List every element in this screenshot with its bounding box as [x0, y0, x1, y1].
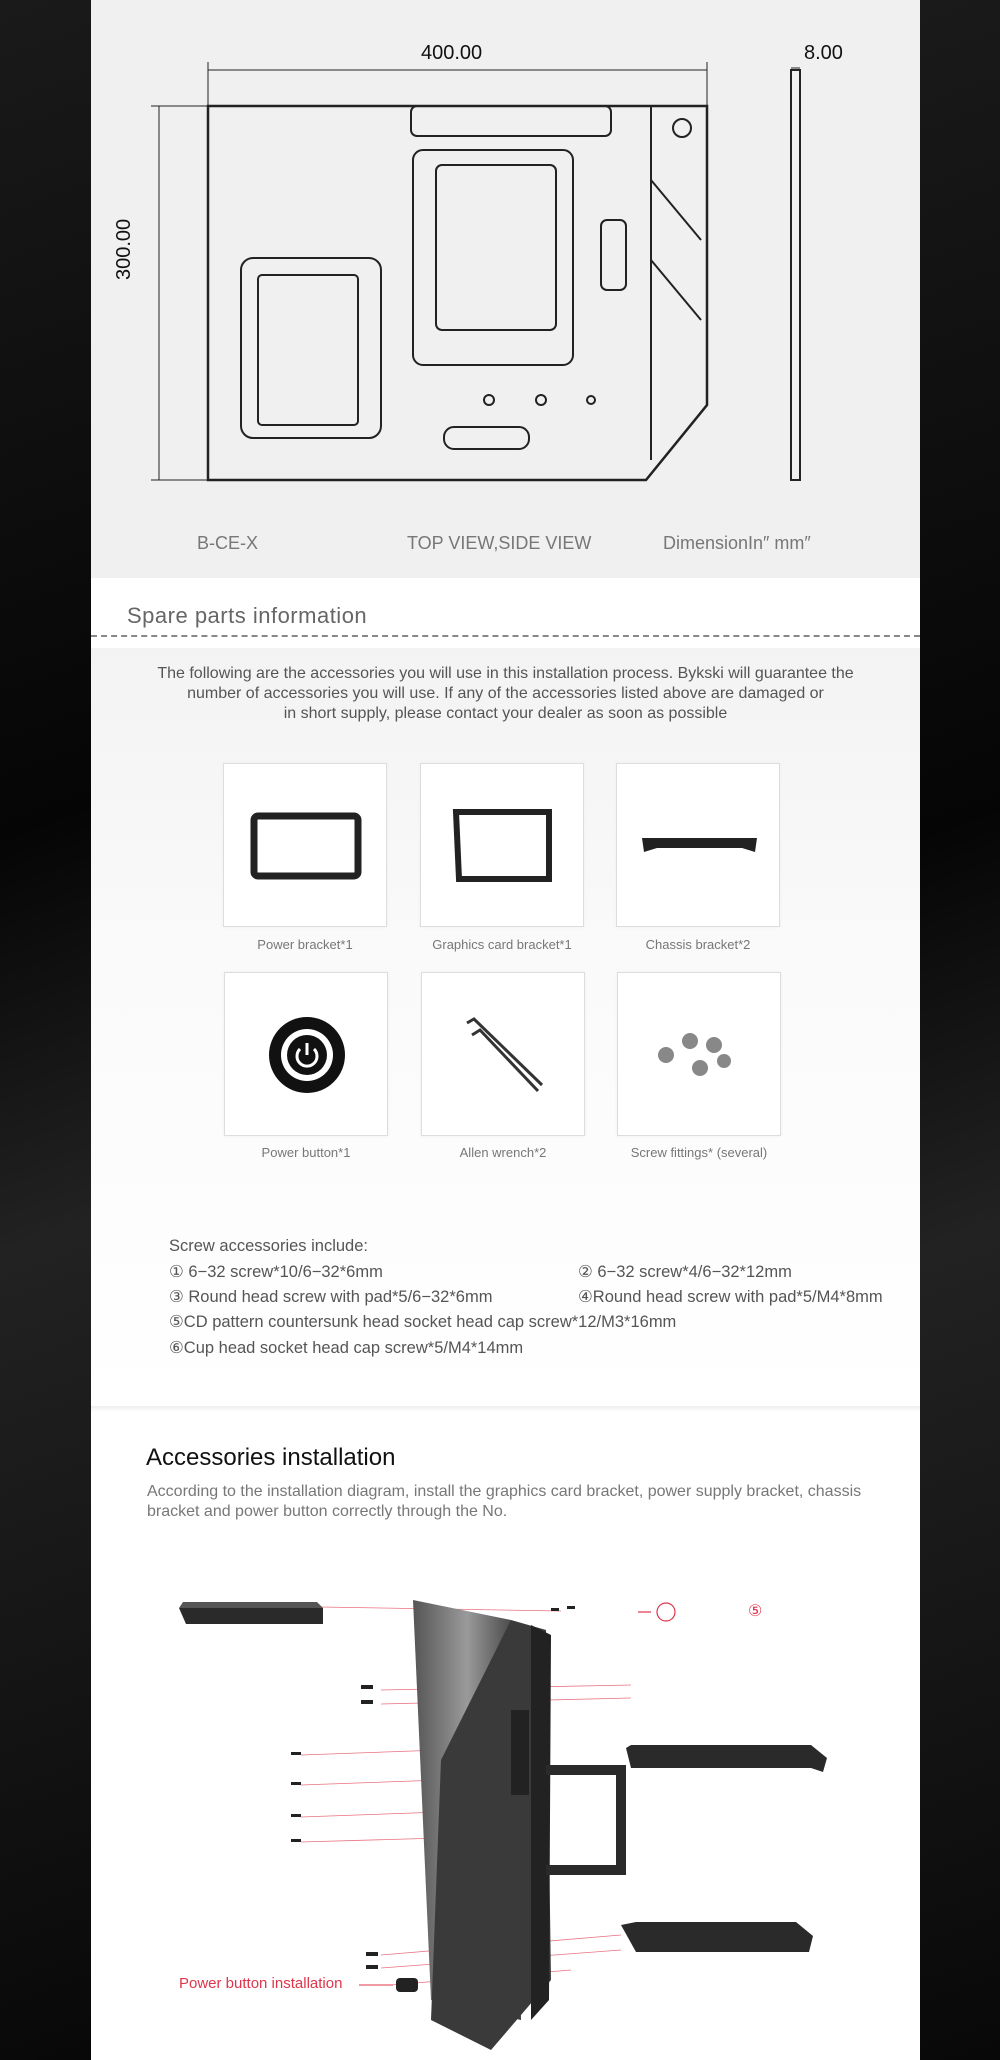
background-right [920, 0, 1000, 2060]
screw-item: ③ Round head screw with pad*5/6−32*6mm [169, 1288, 493, 1306]
graphics-bracket-tile [420, 763, 584, 927]
unit-caption: DimensionIn″ mm″ [663, 533, 811, 553]
dashed-divider [91, 635, 920, 637]
item-label: Power bracket*1 [257, 937, 353, 952]
spare-parts-title: Spare parts information [127, 603, 368, 628]
screw-item: ② 6−32 screw*4/6−32*12mm [578, 1263, 792, 1281]
power-button-image [225, 973, 389, 1137]
item-label: Chassis bracket*2 [645, 937, 751, 952]
item-label: Screw fittings* (several) [630, 1145, 768, 1160]
item-label: Graphics card bracket*1 [432, 937, 572, 952]
power-bracket-tile [223, 763, 387, 927]
height-dimension: 300.00 [113, 218, 135, 280]
background-left [0, 0, 91, 2060]
graphics-bracket-image [421, 764, 585, 928]
installation-title: Accessories installation [146, 1444, 396, 1471]
screw-heading: Screw accessories include: [169, 1237, 368, 1255]
content-column [91, 0, 920, 2060]
width-dimension: 400.00 [421, 42, 483, 64]
screw-item: ⑥Cup head socket head cap screw*5/M4*14mm [169, 1339, 524, 1357]
screw-item: ⑤CD pattern countersunk head socket head cap screw*12/M3*16mm [169, 1313, 677, 1331]
screw-item: ① 6−32 screw*10/6−32*6mm [169, 1263, 383, 1281]
item-label: Power button*1 [261, 1145, 351, 1160]
chassis-bracket-tile [616, 763, 780, 927]
model-caption: B-CE-X [197, 533, 259, 553]
power-button-installation-label: Power button installation [179, 1975, 343, 1992]
thickness-dimension: 8.00 [804, 42, 843, 64]
spare-parts-intro: The following are the accessories you will use in this installation process. Bykski will guarantee the number of accessories you will use. If any of the accessories listed above are damaged or in short supply, please contact your dealer as soon as possible [157, 665, 854, 722]
power-button-tile [224, 972, 388, 1136]
screw-fittings-image [618, 973, 782, 1137]
screw-item: ④Round head screw with pad*5/M4*8mm [578, 1288, 883, 1306]
view-caption: TOP VIEW,SIDE VIEW [407, 533, 592, 553]
technical-drawing [91, 0, 920, 500]
callout-number-5: ⑤ [748, 1603, 763, 1620]
allen-wrench-image [422, 973, 586, 1137]
item-label: Allen wrench*2 [459, 1145, 547, 1160]
screw-fittings-tile [617, 972, 781, 1136]
allen-wrench-tile [421, 972, 585, 1136]
dimension-drawing-panel [91, 0, 920, 578]
chassis-bracket-image [617, 764, 781, 928]
installation-description: According to the installation diagram, install the graphics card bracket, power supply bracket, chassis bracket and power button correctly through the No. [147, 1483, 862, 1520]
section-divider [91, 1406, 920, 1412]
power-bracket-image [224, 764, 388, 928]
